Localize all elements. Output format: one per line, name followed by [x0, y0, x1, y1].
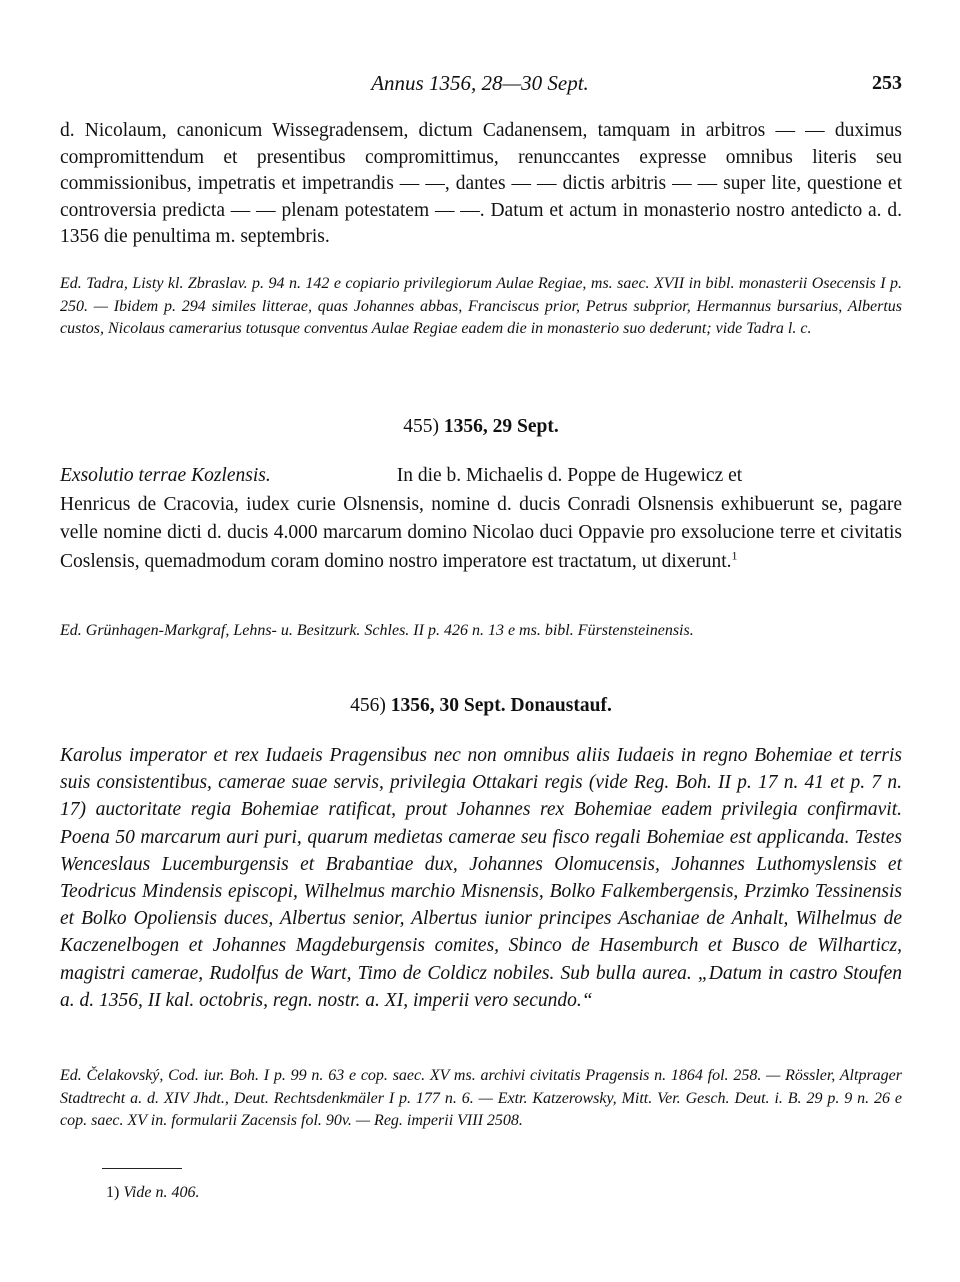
footnote-1-text: Vide n. 406. — [123, 1184, 200, 1201]
doc-455-edition-note: Ed. Grünhagen-Markgraf, Lehns- u. Besitzurk. Schles. II p. 426 n. 13 e ms. bibl. Fürstensteinensis. — [60, 622, 694, 639]
doc-455-text-rest: Henricus de Cracovia, iudex curie Olsnensis, nomine d. ducis Conradi Olsnensis exhibuerunt se, pagare velle nomine dicti d. ducis 4.000 marcarum domino Nicolao duci Oppavie pro exsolucione terre et civitatis Coslensis, quemadmodum coram domino nostro imperatore est tractatum, ut dixerunt. — [60, 493, 902, 572]
footnote-ref-1: 1 — [731, 548, 738, 562]
doc-455-heading — [60, 414, 902, 440]
doc-455-text — [60, 491, 902, 577]
doc-456-date-place: 1356, 30 Sept. Donaustauf. — [390, 695, 612, 716]
doc-456-edition-note: Ed. Čelakovský, Cod. iur. Boh. I p. 99 n. 63 e cop. saec. XV ms. archivi civitatis Pragensis n. 1864 fol. 258. — Rössler, Altprager Stadtrecht a. d. XIV Jhdt., Deut. Rechtsdenkmäler I p. 177 n. 6. — Extr. Katzerowsky, Mitt. Ver. Gesch. Deut. i. B. 29 p. 9 n. 26 e cop. saec. XV in. formularii Zacensis fol. 90v. — Reg. imperii VIII 2508. — [60, 1067, 902, 1129]
doc-454-edition-note: Ed. Tadra, Listy kl. Zbraslav. p. 94 n. 142 e copiario privilegiorum Aulae Regiae, ms. saec. XVII in bibl. monasterii Osecensis I p. 250. — Ibidem p. 294 similes litterae, quas Johannes abbas, Franciscus prior, Petrus subprior, Hermannus bursarius, Albertus custos, Nicolaus camerarius totusque conventus Aulae Regiae eadem die in monasterio suo dederunt; vide Tadra l. c. — [60, 275, 902, 337]
doc-455-body — [60, 462, 902, 576]
doc-456-regest: Karolus imperator et rex Iudaeis Pragensibus nec non omnibus aliis Iudaeis in regno Bohemiae et terris suis consistentibus, camerae suae servis, privilegia Ottakari regis (vide Reg. Boh. II p. 17 n. 41 et p. 7 n. 17) auctoritate regia Bohemiae ratificat, prout Johannes rex Bohemiae eadem privilegia confirmavit. Poena 50 marcarum auri puri, quarum medietas camerae seu fisco regali Bohemiae est applicanda. Testes Wenceslaus Lucemburgensis et Brabantiae dux, Johannes Olomucensis, Johannes Luthomyslensis et Teodricus Mindensis episcopi, Wilhelmus marchio Misnensis, Bolko Falkembergensis, Przimko Tessinensis et Bolko Opoliensis duces, Albertus senior, Albertus iunior principes Aschaniae de Anhalt, Wilhelmus de Kaczenelbogen et Johannes Magdeburgensis comites, Sbinco de Hasemburch et Busco de Wilharticz, magistri camerae, Rudolfus de Wart, Timo de Coldicz nobiles. Sub bulla aurea. „Datum in castro Stoufen a. d. 1356, II kal. octobris, regn. nostr. a. XI, imperii vero secundo.“ — [60, 745, 902, 1011]
doc-455-number: 455) — [403, 416, 440, 437]
doc-456-heading — [60, 693, 902, 719]
page-number: 253 — [872, 72, 902, 94]
footnote-1 — [106, 1182, 199, 1204]
running-head — [60, 70, 900, 96]
footnote-1-marker: 1) — [106, 1184, 120, 1201]
doc-455-text-first-line: In die b. Michaelis d. Poppe de Hugewicz et — [396, 465, 743, 486]
doc-455-date: 1356, 29 Sept. — [443, 416, 559, 437]
doc-454-closing-text: d. Nicolaum, canonicum Wissegradensem, dictum Cadanensem, tamquam in arbitros — — duximus compromittendum et presentibus compromittimus, renunccantes expresse omnibus literis seu commissionibus, impetratis et impetrandis — —, dantes — — dictis arbitris — — super lite, questione et controversia predicta — — plenam potestatem — —. Datum et actum in monasterio nostro antedicto a. d. 1356 die penultima m. septembris. — [60, 120, 902, 248]
doc-455-first-line — [60, 462, 902, 491]
doc-455-rubric: Exsolutio terrae Kozlensis. — [60, 465, 271, 486]
footnote-rule — [102, 1168, 182, 1169]
doc-456-number: 456) — [350, 695, 386, 716]
running-title: Annus 1356, 28—30 Sept. — [371, 71, 589, 95]
